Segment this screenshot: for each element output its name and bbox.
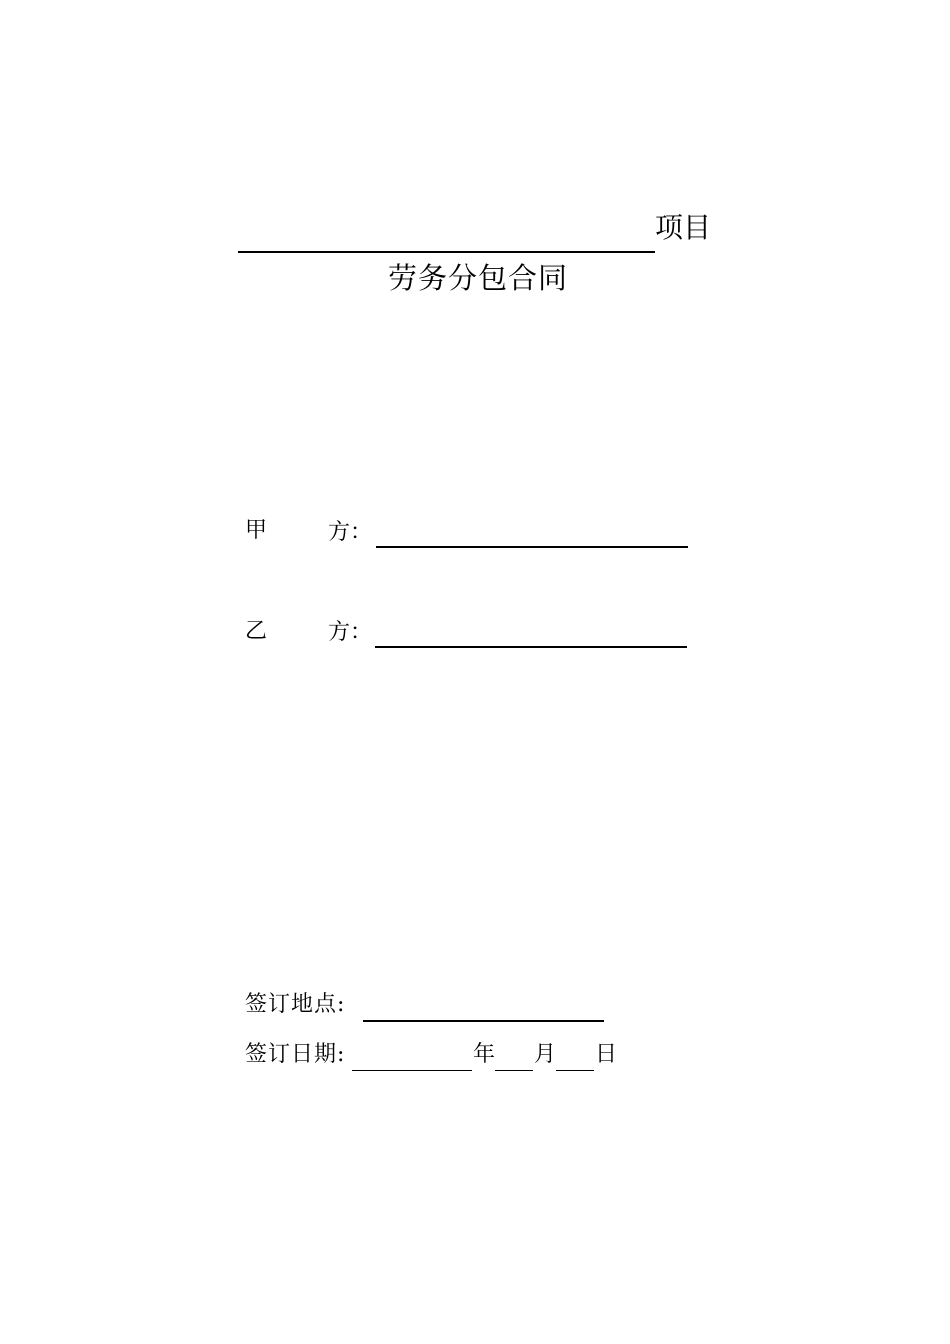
party-b-label-char1: 乙	[245, 619, 268, 644]
party-b-blank[interactable]	[375, 646, 687, 648]
signing-day-blank[interactable]	[556, 1070, 594, 1071]
signing-place-label: 签订地点:	[245, 992, 346, 1017]
signing-place-blank[interactable]	[363, 1020, 604, 1022]
month-unit: 月	[534, 1042, 557, 1067]
party-a-blank[interactable]	[376, 546, 688, 548]
year-unit: 年	[473, 1042, 496, 1067]
party-b-colon: ：	[350, 620, 373, 645]
signing-date-label: 签订日期:	[245, 1042, 346, 1067]
document-title: 劳务分包合同	[388, 261, 569, 295]
party-a-label-char1: 甲	[245, 518, 268, 543]
party-a-colon: ：	[350, 520, 373, 545]
signing-year-blank[interactable]	[352, 1070, 472, 1071]
project-name-blank[interactable]	[238, 251, 655, 253]
party-b-label-char2: 方	[328, 620, 351, 645]
day-unit: 日	[595, 1042, 618, 1067]
party-a-label-char2: 方	[328, 520, 351, 545]
project-suffix: 项目	[655, 211, 712, 244]
signing-month-blank[interactable]	[495, 1070, 533, 1071]
